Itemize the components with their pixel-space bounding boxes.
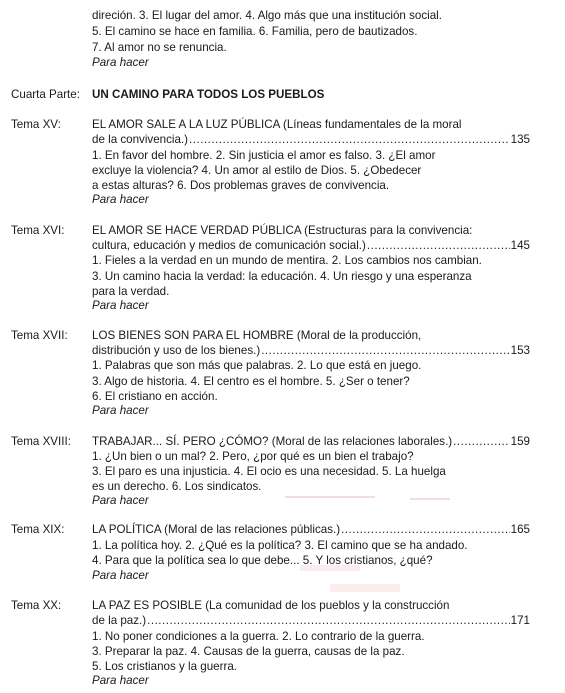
para-hacer: Para hacer xyxy=(92,299,149,312)
text-line: 1. Fieles a la verdad en un mundo de mentira. 2. Los cambios nos cambian. xyxy=(92,254,482,267)
leader-dots xyxy=(147,613,510,628)
text-line: 1. La política hoy. 2. ¿Qué es la política? 3. El camino que se ha andado. xyxy=(92,539,468,552)
topic-label: Tema XVIII: xyxy=(11,435,71,448)
scan-artifact xyxy=(285,496,375,498)
text-line: 1. No poner condiciones a la guerra. 2. Lo contrario de la guerra. xyxy=(92,630,425,643)
scan-artifact xyxy=(300,565,360,571)
text-line: 1. En favor del hombre. 2. Sin justicia el amor es falso. 3. ¿El amor xyxy=(92,149,436,162)
topic-title: EL AMOR SALE A LA LUZ PÚBLICA (Líneas fundamentales de la moral xyxy=(92,118,462,131)
topic-title: LOS BIENES SON PARA EL HOMBRE (Moral de la producción, xyxy=(92,329,422,342)
topic-title: EL AMOR SE HACE VERDAD PÚBLICA (Estructuras para la convivencia: xyxy=(92,224,473,237)
para-hacer: Para hacer xyxy=(92,56,149,69)
para-hacer: Para hacer xyxy=(92,404,149,417)
page-number: 171 xyxy=(510,614,530,627)
text-line: 1. Palabras que son más que palabras. 2. Lo que está en juego. xyxy=(92,359,422,372)
topic-label: Tema XVII: xyxy=(11,329,68,342)
leader-dots xyxy=(341,522,510,537)
toc-entry[interactable] xyxy=(92,238,530,253)
topic-label: Tema XVI: xyxy=(11,224,65,237)
text-line: a estas alturas? 6. Dos problemas graves de convivencia. xyxy=(92,179,390,192)
topic-title-cont: de la paz.) xyxy=(92,614,147,627)
topic-title: LA PAZ ES POSIBLE (La comunidad de los pueblos y la construcción xyxy=(92,599,450,612)
page-number: 145 xyxy=(510,239,530,252)
para-hacer: Para hacer xyxy=(92,494,149,507)
scan-artifact xyxy=(330,584,400,592)
text-line: para la verdad. xyxy=(92,285,170,298)
para-hacer: Para hacer xyxy=(92,569,149,582)
scan-artifact xyxy=(410,498,450,500)
toc-entry[interactable] xyxy=(92,434,530,449)
topic-label: Tema XV: xyxy=(11,118,61,131)
text-line: 3. Un camino hacia la verdad: la educación. 4. Un riesgo y una esperanza xyxy=(92,270,472,283)
page-number: 159 xyxy=(510,435,530,448)
text-line: 4. Para que la política sea lo que debe... 5. Y los cristianos, ¿qué? xyxy=(92,554,433,567)
topic-title: LA POLÍTICA (Moral de las relaciones públicas.) xyxy=(92,523,341,536)
leader-dots xyxy=(189,132,510,147)
text-line: 5. Los cristianos y la guerra. xyxy=(92,660,237,673)
text-line: 3. Algo de historia. 4. El centro es el hombre. 5. ¿Ser o tener? xyxy=(92,375,410,388)
text-line: es un derecho. 6. Los sindicatos. xyxy=(92,480,262,493)
page-number: 165 xyxy=(510,523,530,536)
topic-title-cont: de la convivencia.) xyxy=(92,133,189,146)
part-title: UN CAMINO PARA TODOS LOS PUEBLOS xyxy=(92,88,325,101)
text-line: 3. El paro es una injusticia. 4. El ocio es una necesidad. 5. La huelga xyxy=(92,465,446,478)
text-line: 6. El cristiano en acción. xyxy=(92,390,218,403)
topic-title-cont: cultura, educación y medios de comunicación social.) xyxy=(92,239,366,252)
leader-dots xyxy=(453,434,509,449)
topic-label: Tema XX: xyxy=(11,599,62,612)
leader-dots xyxy=(367,238,510,253)
toc-entry[interactable] xyxy=(92,343,530,358)
text-line: 1. ¿Un bien o un mal? 2. Pero, ¿por qué es un bien el trabajo? xyxy=(92,450,414,463)
part-label: Cuarta Parte: xyxy=(11,88,80,101)
leader-dots xyxy=(261,343,509,358)
text-line: 7. Al amor no se renuncia. xyxy=(92,41,227,54)
page-number: 153 xyxy=(510,344,530,357)
topic-title: TRABAJAR... SÍ. PERO ¿CÓMO? (Moral de las relaciones laborales.) xyxy=(92,435,453,448)
topic-label: Tema XIX: xyxy=(11,523,65,536)
toc-entry[interactable] xyxy=(92,522,530,537)
para-hacer: Para hacer xyxy=(92,193,149,206)
text-line: 3. Preparar la paz. 4. Causas de la guerra, causas de la paz. xyxy=(92,645,405,658)
page-number: 135 xyxy=(510,133,530,146)
topic-title-cont: distribución y uso de los bienes.) xyxy=(92,344,261,357)
text-line: 5. El camino se hace en familia. 6. Familia, pero de bautizados. xyxy=(92,25,418,38)
text-line: direción. 3. El lugar del amor. 4. Algo más que una institución social. xyxy=(92,9,442,22)
para-hacer: Para hacer xyxy=(92,674,149,687)
toc-entry[interactable] xyxy=(92,613,530,628)
text-line: excluye la violencia? 4. Un amor al estilo de Dios. 5. ¿Obedecer xyxy=(92,164,422,177)
toc-entry[interactable] xyxy=(92,132,530,147)
